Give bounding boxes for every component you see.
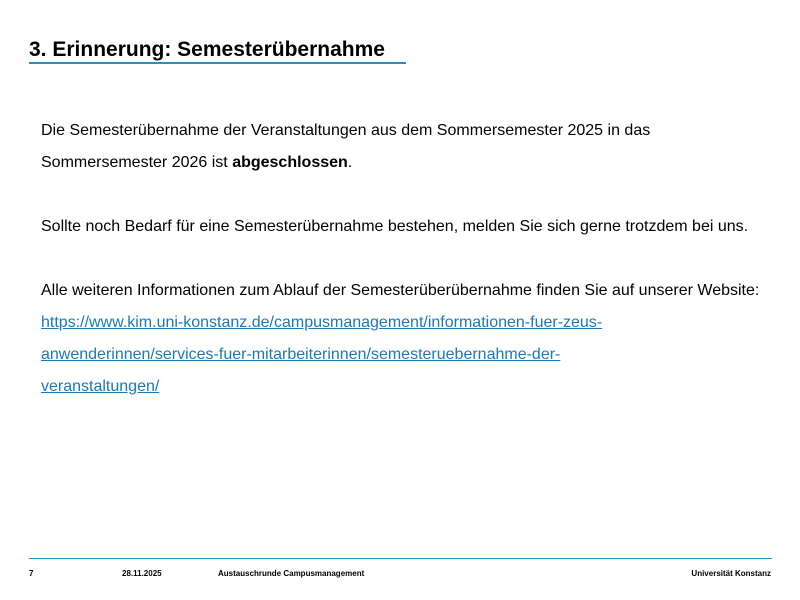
footer-date: 28.11.2025 — [122, 569, 162, 578]
footer-divider — [29, 558, 772, 559]
website-link-line-1[interactable]: https://www.kim.uni-konstanz.de/campusmanagement/informationen-fuer-zeus- — [41, 314, 603, 331]
paragraph-more-info: Alle weiteren Informationen zum Ablauf der Semesterüberübernahme finden Sie auf unserer Website: — [41, 282, 760, 299]
footer-organization: Universität Konstanz — [691, 569, 771, 578]
slide-title: 3. Erinnerung: Semesterübernahme — [29, 38, 385, 61]
paragraph-contact: Sollte noch Bedarf für eine Semesterübernahme bestehen, melden Sie sich gerne trotzdem bei uns. — [41, 218, 749, 235]
slide-body — [41, 115, 761, 403]
paragraph-semester-transfer-end: . — [347, 154, 353, 171]
paragraph-gap — [41, 243, 761, 275]
paragraph-semester-transfer — [41, 115, 761, 179]
title-underline — [29, 62, 406, 64]
paragraph-gap — [41, 179, 761, 211]
website-link-line-2[interactable]: anwenderinnen/services-fuer-mitarbeiterinnen/semesteruebernahme-der- — [41, 346, 561, 363]
completed-emphasis: abgeschlossen — [232, 154, 348, 171]
footer-event-name: Austauschrunde Campusmanagement — [218, 569, 365, 578]
paragraph-semester-transfer-text: Die Semesterübernahme der Veranstaltungen aus dem Sommersemester 2025 in das Sommersemester 2026 ist — [41, 122, 651, 171]
website-link[interactable] — [41, 314, 602, 395]
website-link-line-3[interactable]: veranstaltungen/ — [41, 378, 160, 395]
footer-page-number: 7 — [29, 569, 34, 578]
